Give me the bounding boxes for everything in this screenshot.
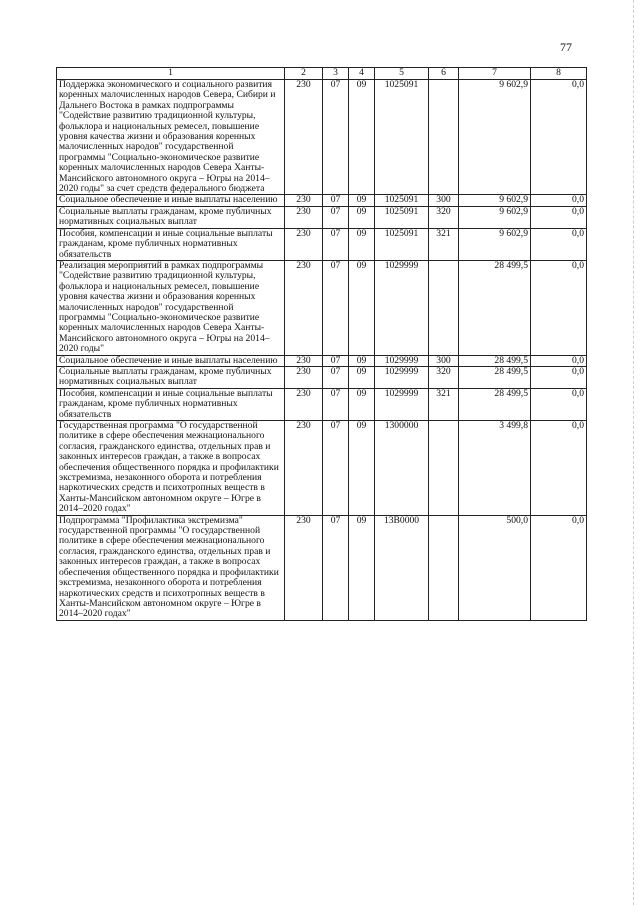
row-description: Социальное обеспечение и иные выплаты населению [57, 355, 285, 366]
cell-amount-2: 0,0 [531, 388, 587, 420]
cell-amount: 500,0 [459, 515, 531, 620]
cell-admin-code: 230 [285, 228, 323, 260]
cell-amount-2: 0,0 [531, 355, 587, 366]
table-row [57, 80, 587, 195]
col-header-4: 4 [349, 68, 375, 80]
cell-amount: 9 602,9 [459, 195, 531, 206]
cell-section: 07 [323, 195, 349, 206]
row-description: Социальные выплаты гражданам, кроме публичных нормативных социальных выплат [57, 206, 285, 228]
cell-expense-type [429, 80, 459, 195]
cell-section: 07 [323, 260, 349, 355]
row-description: Пособия, компенсации и иные социальные выплаты гражданам, кроме публичных нормативных обязательств [57, 388, 285, 420]
page-number: 77 [560, 40, 572, 54]
cell-subsection: 09 [349, 421, 375, 516]
cell-admin-code: 230 [285, 80, 323, 195]
table-row [57, 260, 587, 355]
cell-admin-code: 230 [285, 421, 323, 516]
cell-target-article: 13В0000 [375, 515, 429, 620]
cell-admin-code: 230 [285, 366, 323, 388]
row-description: Социальные выплаты гражданам, кроме публичных нормативных социальных выплат [57, 366, 285, 388]
row-description: Подпрограмма "Профилактика экстремизма" государственной программы "О государственной политике в сфере обеспечения межнационального согласия, гражданского единства, отдельных прав и законных интересов граждан, а также в вопросах обеспечения общественного порядка и профилактики экстремизма, незаконного оборота и потребления наркотических средств и психотропных веществ в Ханты-Мансийском автономном округе – Югре в 2014–2020 годах" [57, 515, 285, 620]
cell-amount: 28 499,5 [459, 366, 531, 388]
cell-target-article: 1300000 [375, 421, 429, 516]
cell-expense-type: 300 [429, 195, 459, 206]
cell-target-article: 1029999 [375, 388, 429, 420]
cell-section: 07 [323, 421, 349, 516]
cell-subsection: 09 [349, 388, 375, 420]
cell-section: 07 [323, 228, 349, 260]
cell-target-article: 1029999 [375, 355, 429, 366]
cell-admin-code: 230 [285, 388, 323, 420]
cell-target-article: 1029999 [375, 366, 429, 388]
cell-amount-2: 0,0 [531, 80, 587, 195]
cell-amount-2: 0,0 [531, 195, 587, 206]
cell-subsection: 09 [349, 366, 375, 388]
cell-amount: 9 602,9 [459, 80, 531, 195]
col-header-5: 5 [375, 68, 429, 80]
cell-expense-type: 321 [429, 228, 459, 260]
cell-admin-code: 230 [285, 195, 323, 206]
cell-admin-code: 230 [285, 260, 323, 355]
cell-expense-type: 320 [429, 366, 459, 388]
table-row [57, 228, 587, 260]
cell-expense-type: 321 [429, 388, 459, 420]
header-row [57, 68, 587, 80]
table-row [57, 195, 587, 206]
col-header-8: 8 [531, 68, 587, 80]
cell-expense-type: 300 [429, 355, 459, 366]
table-row [57, 366, 587, 388]
cell-target-article: 1025091 [375, 228, 429, 260]
cell-expense-type [429, 260, 459, 355]
scan-edge [631, 0, 634, 905]
cell-admin-code: 230 [285, 206, 323, 228]
cell-target-article: 1025091 [375, 80, 429, 195]
row-description: Поддержка экономического и социального развития коренных малочисленных народов Севера, Сибири и Дальнего Востока в рамках подпрограммы "Содействие развитию традиционной культуры, фольклора и национальных ремесел, повышение уровня качества жизни и образования коренных малочисленных народов" государственной программы "Социально-экономическое развитие коренных малочисленных народов Севера Ханты-Мансийского автономного округа – Югры на 2014–2020 годы" за счет средств федерального бюджета [57, 80, 285, 195]
cell-amount: 9 602,9 [459, 206, 531, 228]
cell-section: 07 [323, 80, 349, 195]
cell-subsection: 09 [349, 260, 375, 355]
cell-subsection: 09 [349, 228, 375, 260]
cell-amount: 9 602,9 [459, 228, 531, 260]
table-row [57, 388, 587, 420]
cell-amount-2: 0,0 [531, 206, 587, 228]
col-header-3: 3 [323, 68, 349, 80]
row-description: Социальное обеспечение и иные выплаты населению [57, 195, 285, 206]
cell-subsection: 09 [349, 80, 375, 195]
cell-section: 07 [323, 515, 349, 620]
col-header-1: 1 [57, 68, 285, 80]
budget-table [56, 67, 587, 621]
table-row [57, 355, 587, 366]
table-row [57, 421, 587, 516]
cell-amount-2: 0,0 [531, 515, 587, 620]
cell-expense-type: 320 [429, 206, 459, 228]
col-header-7: 7 [459, 68, 531, 80]
table-row [57, 206, 587, 228]
cell-amount: 3 499,8 [459, 421, 531, 516]
row-description: Государственная программа "О государственной политике в сфере обеспечения межнационального согласия, гражданского единства, отдельных прав и законных интересов граждан, а также в вопросах обеспечения общественного порядка и профилактики экстремизма, незаконного оборота и потребления наркотических средств и психотропных веществ в Ханты-Мансийском автономном округе – Югре в 2014–2020 годах" [57, 421, 285, 516]
cell-amount-2: 0,0 [531, 421, 587, 516]
row-description: Пособия, компенсации и иные социальные выплаты гражданам, кроме публичных нормативных обязательств [57, 228, 285, 260]
cell-admin-code: 230 [285, 355, 323, 366]
cell-amount-2: 0,0 [531, 228, 587, 260]
cell-amount: 28 499,5 [459, 260, 531, 355]
cell-amount: 28 499,5 [459, 388, 531, 420]
cell-section: 07 [323, 388, 349, 420]
cell-section: 07 [323, 355, 349, 366]
cell-expense-type [429, 515, 459, 620]
cell-target-article: 1025091 [375, 195, 429, 206]
cell-section: 07 [323, 366, 349, 388]
cell-admin-code: 230 [285, 515, 323, 620]
cell-amount-2: 0,0 [531, 260, 587, 355]
cell-target-article: 1025091 [375, 206, 429, 228]
cell-section: 07 [323, 206, 349, 228]
col-header-6: 6 [429, 68, 459, 80]
col-header-2: 2 [285, 68, 323, 80]
cell-subsection: 09 [349, 206, 375, 228]
cell-amount-2: 0,0 [531, 366, 587, 388]
row-description: Реализация мероприятий в рамках подпрограммы "Содействие развитию традиционной культуры, фольклора и национальных ремесел, повышение уровня качества жизни и образования коренных малочисленных народов" государственной программы "Социально-экономическое развитие коренных малочисленных народов Севера Ханты-Мансийского автономного округа – Югры на 2014–2020 годы" [57, 260, 285, 355]
cell-amount: 28 499,5 [459, 355, 531, 366]
cell-subsection: 09 [349, 195, 375, 206]
cell-target-article: 1029999 [375, 260, 429, 355]
table-row [57, 515, 587, 620]
cell-subsection: 09 [349, 355, 375, 366]
cell-subsection: 09 [349, 515, 375, 620]
cell-expense-type [429, 421, 459, 516]
